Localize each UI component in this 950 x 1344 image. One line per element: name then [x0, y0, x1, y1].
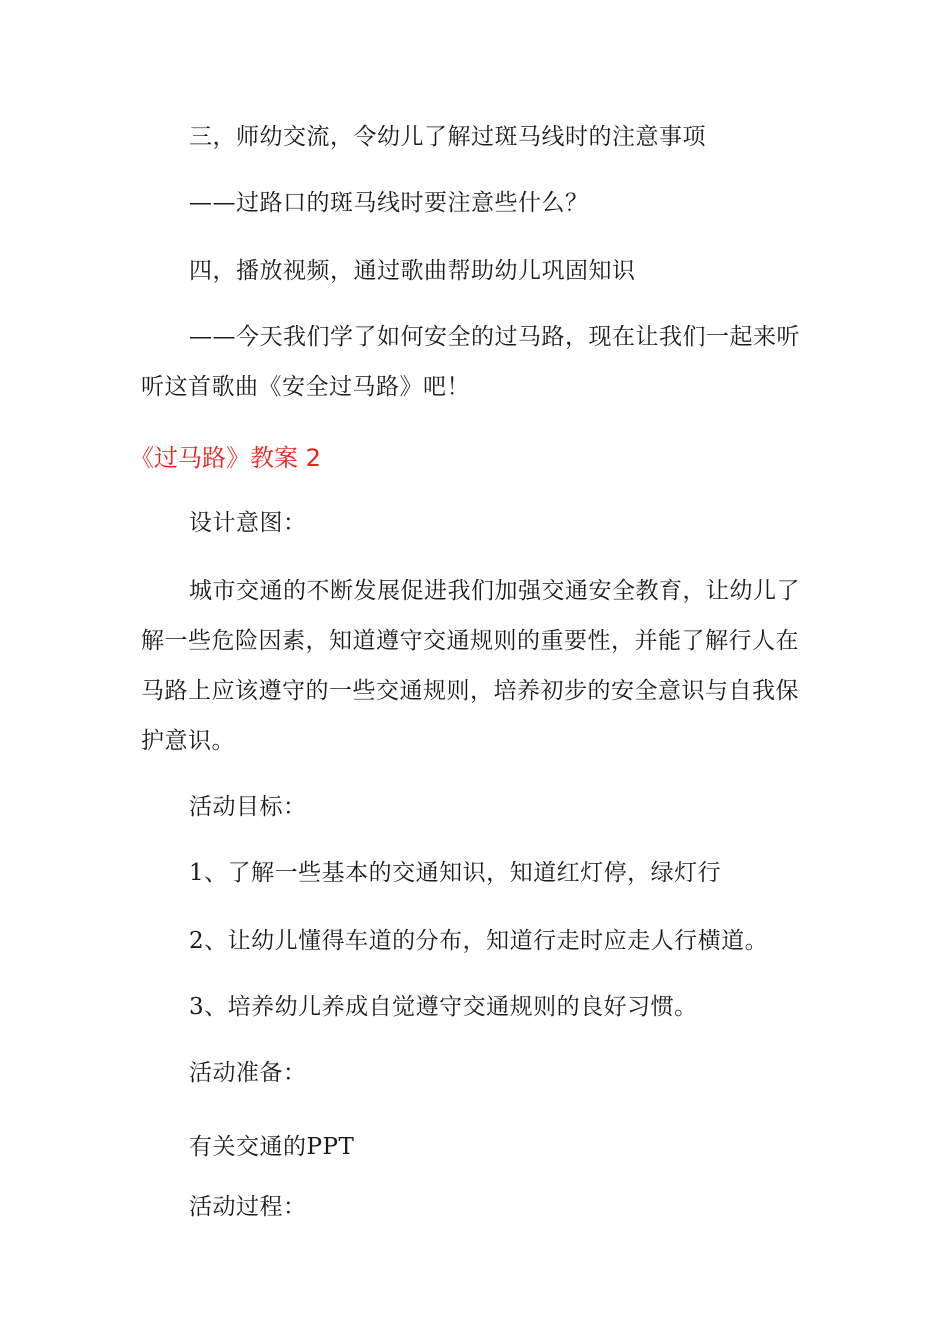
- section-3-title: 三，师幼交流，令幼儿了解过斑马线时的注意事项: [189, 124, 706, 150]
- section-3-question: ——过路口的斑马线时要注意些什么？: [189, 190, 589, 216]
- goal-item: 1、了解一些基本的交通知识，知道红灯停，绿灯行: [189, 860, 722, 886]
- design-paragraph-line: 城市交通的不断发展促进我们加强交通安全教育，让幼儿了: [189, 578, 800, 604]
- goals-label: 活动目标：: [189, 794, 307, 820]
- design-paragraph-line: 解一些危险因素，知道遵守交通规则的重要性，并能了解行人在: [141, 628, 799, 654]
- section-4-text-line-1: ——今天我们学了如何安全的过马路，现在让我们一起来听: [189, 324, 800, 350]
- design-paragraph-line: 马路上应该遵守的一些交通规则，培养初步的安全意识与自我保: [141, 678, 799, 704]
- lesson-2-heading: 《过马路》教案 2: [130, 444, 321, 472]
- design-intent-label: 设计意图：: [189, 510, 307, 536]
- goal-item: 3、培养幼儿养成自觉遵守交通规则的良好习惯。: [189, 994, 698, 1020]
- section-4-text-line-2: 听这首歌曲《安全过马路》吧！: [141, 374, 470, 400]
- preparation-item: 有关交通的PPT: [189, 1134, 355, 1160]
- section-4-title: 四，播放视频，通过歌曲帮助幼儿巩固知识: [189, 258, 636, 284]
- design-paragraph-line: 护意识。: [141, 728, 235, 754]
- preparation-label: 活动准备：: [189, 1060, 307, 1086]
- goal-item: 2、让幼儿懂得车道的分布，知道行走时应走人行横道。: [189, 928, 769, 954]
- process-label: 活动过程：: [189, 1194, 307, 1220]
